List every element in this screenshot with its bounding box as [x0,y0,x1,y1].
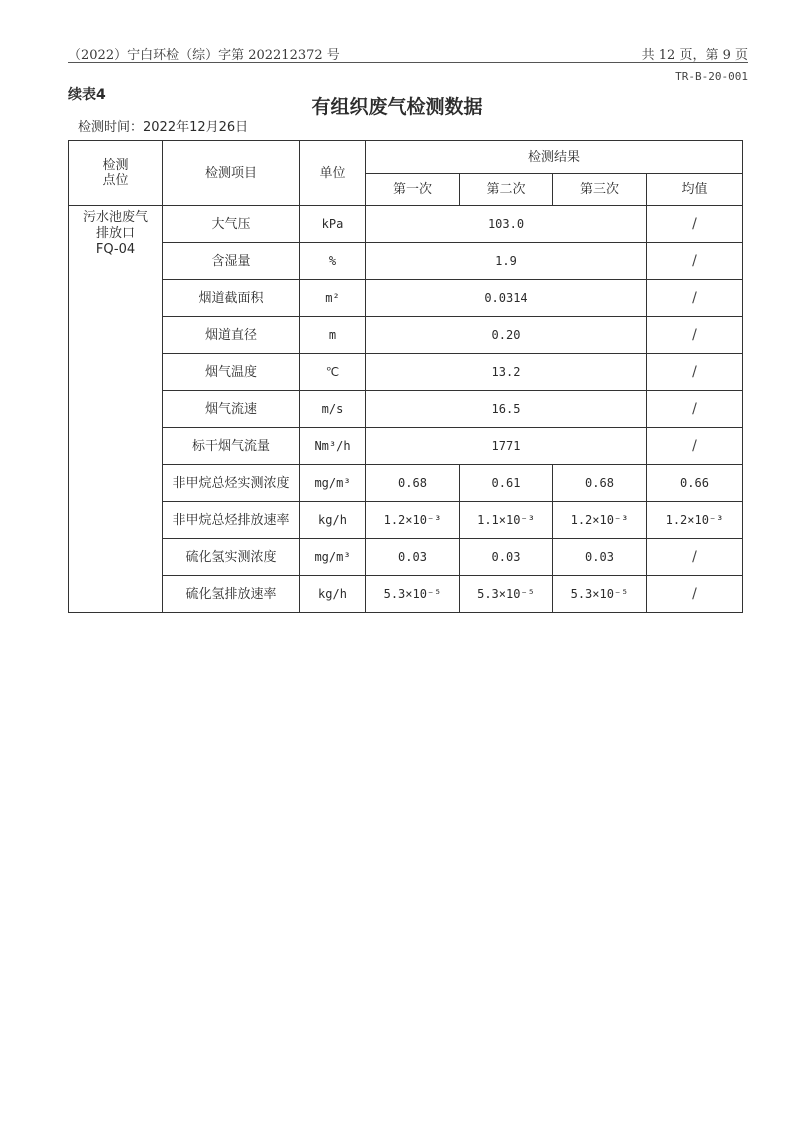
unit-cell: kg/h [300,576,366,613]
table-row [69,576,743,613]
avg-cell: / [647,391,743,428]
header-result: 检测结果 [366,141,743,174]
merged-result-cell: 0.20 [366,317,647,354]
avg-cell: 1.2×10⁻³ [647,502,743,539]
item-cell: 非甲烷总烃排放速率 [163,502,300,539]
result-first-cell: 0.03 [366,539,460,576]
table-row [69,280,743,317]
table-row [69,539,743,576]
table-row [69,428,743,465]
result-third-cell: 0.68 [553,465,647,502]
continued-label: 续表4 [68,87,106,103]
unit-cell: m/s [300,391,366,428]
item-cell: 大气压 [163,206,300,243]
avg-cell: / [647,206,743,243]
report-number: （2022）宁白环检（综）字第 202212372 号 [68,48,340,63]
item-cell: 烟气温度 [163,354,300,391]
result-first-cell: 5.3×10⁻⁵ [366,576,460,613]
header-third: 第三次 [553,174,647,206]
avg-cell: / [647,243,743,280]
result-third-cell: 5.3×10⁻⁵ [553,576,647,613]
result-third-cell: 0.03 [553,539,647,576]
header-avg: 均值 [647,174,743,206]
header-item: 检测项目 [163,141,300,206]
merged-result-cell: 103.0 [366,206,647,243]
avg-cell: / [647,428,743,465]
avg-cell: / [647,354,743,391]
header-divider [68,62,748,63]
emission-data-table [68,140,743,613]
item-cell: 烟气流速 [163,391,300,428]
result-first-cell: 1.2×10⁻³ [366,502,460,539]
header-unit: 单位 [300,141,366,206]
table-row [69,243,743,280]
header-row-1 [69,141,743,174]
result-second-cell: 5.3×10⁻⁵ [460,576,553,613]
avg-cell: 0.66 [647,465,743,502]
header-second: 第二次 [460,174,553,206]
item-cell: 含湿量 [163,243,300,280]
avg-cell: / [647,576,743,613]
result-third-cell: 1.2×10⁻³ [553,502,647,539]
result-second-cell: 0.61 [460,465,553,502]
item-cell: 标干烟气流量 [163,428,300,465]
unit-cell: Nm³/h [300,428,366,465]
form-code: TR-B-20-001 [675,70,748,83]
merged-result-cell: 1771 [366,428,647,465]
table-row [69,502,743,539]
merged-result-cell: 16.5 [366,391,647,428]
result-second-cell: 1.1×10⁻³ [460,502,553,539]
page-info: 共 12 页，第 9 页 [641,48,748,63]
result-first-cell: 0.68 [366,465,460,502]
avg-cell: / [647,539,743,576]
table-row [69,465,743,502]
unit-cell: ℃ [300,354,366,391]
unit-cell: m² [300,280,366,317]
page-title: 有组织废气检测数据 [311,96,483,118]
location-cell: 污水池废气 排放口 FQ-04 [69,206,163,613]
merged-result-cell: 0.0314 [366,280,647,317]
table-row [69,354,743,391]
item-cell: 烟道截面积 [163,280,300,317]
table-row [69,391,743,428]
item-cell: 硫化氢排放速率 [163,576,300,613]
unit-cell: mg/m³ [300,465,366,502]
merged-result-cell: 1.9 [366,243,647,280]
item-cell: 非甲烷总烃实测浓度 [163,465,300,502]
unit-cell: m [300,317,366,354]
header-first: 第一次 [366,174,460,206]
table-row [69,317,743,354]
item-cell: 烟道直径 [163,317,300,354]
item-cell: 硫化氢实测浓度 [163,539,300,576]
result-second-cell: 0.03 [460,539,553,576]
avg-cell: / [647,280,743,317]
unit-cell: mg/m³ [300,539,366,576]
header-location: 检测 点位 [69,141,163,206]
merged-result-cell: 13.2 [366,354,647,391]
table-row [69,206,743,243]
unit-cell: kg/h [300,502,366,539]
test-date: 检测时间：2022年12月26日 [78,120,249,135]
unit-cell: % [300,243,366,280]
unit-cell: kPa [300,206,366,243]
avg-cell: / [647,317,743,354]
